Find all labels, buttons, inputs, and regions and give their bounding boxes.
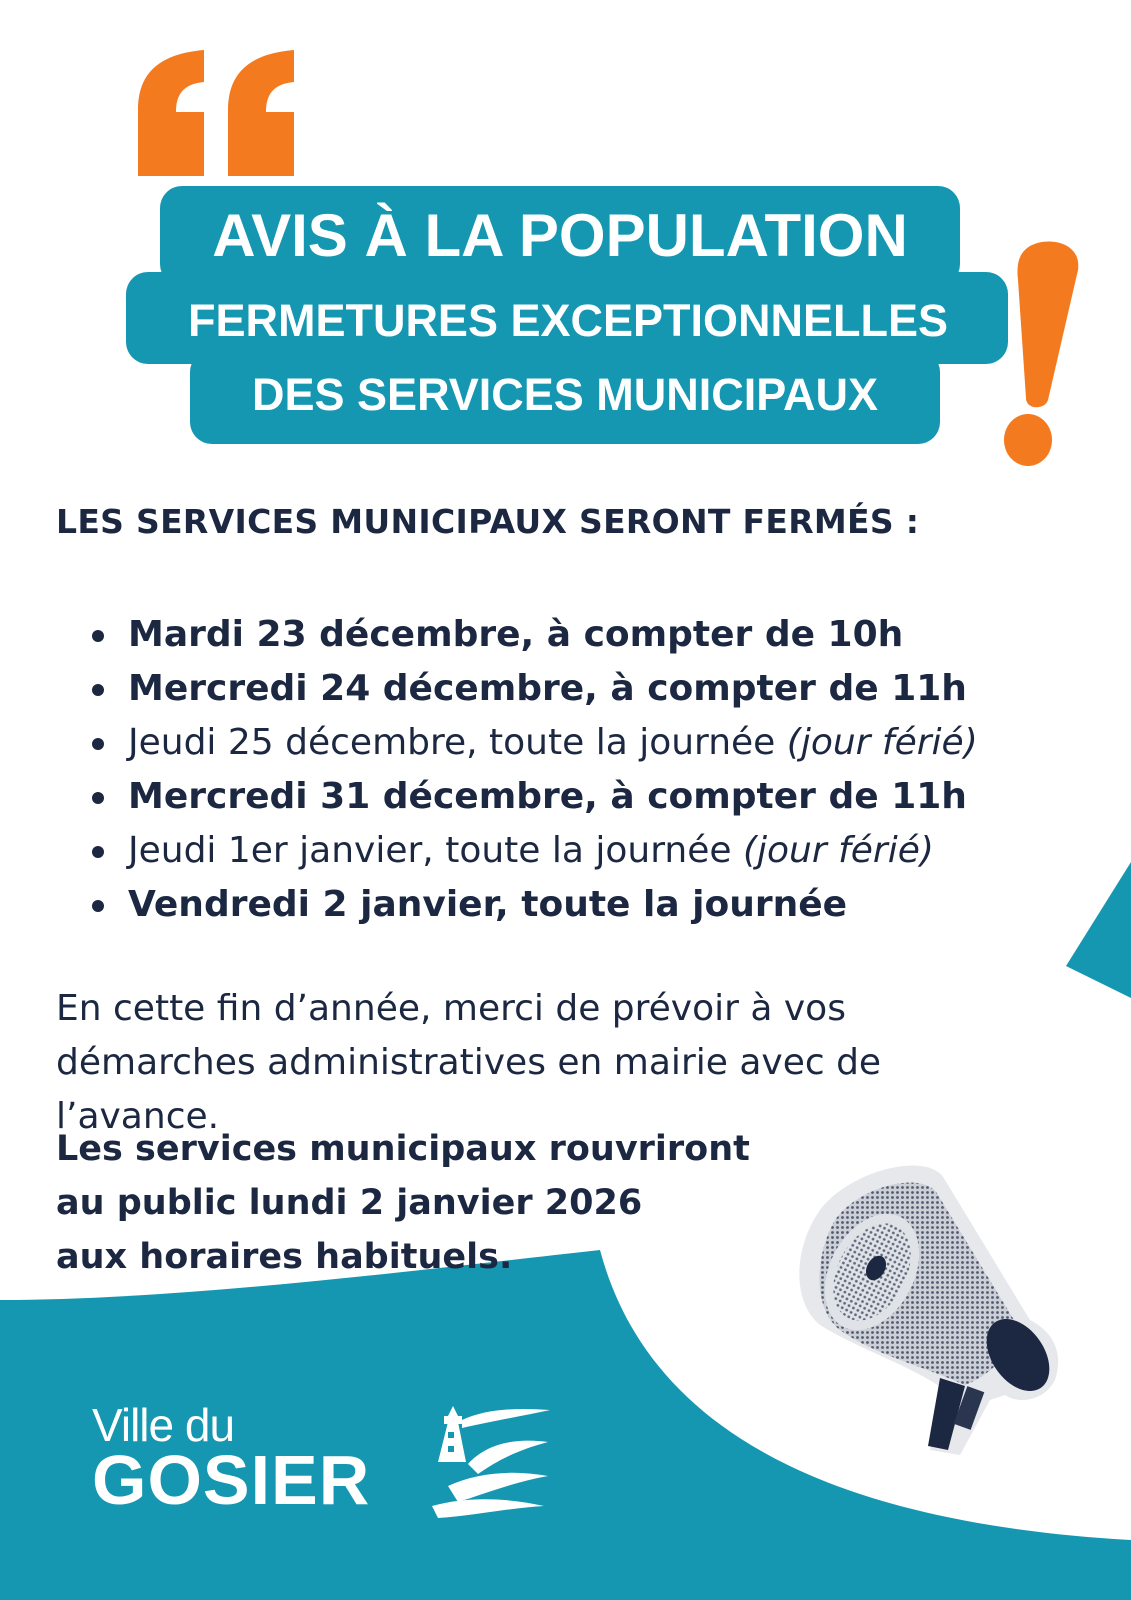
- lighthouse-logo-icon: [418, 1402, 552, 1522]
- right-teal-wedge: [1066, 862, 1131, 998]
- exclamation-icon: [990, 240, 1086, 470]
- advice-paragraph: [56, 982, 881, 1144]
- closure-text: Mardi 23 décembre, à compter de 10h: [128, 614, 904, 655]
- list-item: [90, 608, 978, 662]
- bullet-icon: [92, 630, 104, 642]
- list-item: [90, 770, 978, 824]
- reopening-line-1: Les services municipaux rouvriront: [56, 1129, 750, 1169]
- logo-text-ville-du: Ville du: [92, 1399, 235, 1451]
- page-title: AVIS À LA POPULATION: [212, 202, 908, 269]
- holiday-note: (jour férié): [786, 722, 978, 763]
- closure-text: Jeudi 1er janvier, toute la journée: [128, 830, 743, 871]
- advice-line-3: l’avance.: [56, 1096, 220, 1137]
- advice-line-1: En cette fin d’année, merci de prévoir à vos: [56, 988, 846, 1029]
- megaphone-icon: [780, 1150, 1080, 1470]
- bullet-icon: [92, 900, 104, 912]
- reopening-line-3: aux horaires habituels.: [56, 1237, 513, 1277]
- advice-line-2: démarches administratives en mairie avec de: [56, 1042, 882, 1083]
- closure-text: Mercredi 31 décembre, à compter de 11h: [128, 776, 967, 817]
- list-item: [90, 662, 978, 716]
- closure-text: Mercredi 24 décembre, à compter de 11h: [128, 668, 967, 709]
- reopening-line-2: au public lundi 2 janvier 2026: [56, 1183, 643, 1223]
- city-logo: [92, 1398, 552, 1528]
- bullet-icon: [92, 684, 104, 696]
- list-item: [90, 716, 978, 770]
- closure-intro: LES SERVICES MUNICIPAUX SERONT FERMÉS :: [56, 502, 920, 541]
- page-subtitle-line-1: FERMETURES EXCEPTIONNELLES: [187, 295, 949, 346]
- reopening-notice: [56, 1122, 750, 1284]
- closure-list: [90, 608, 978, 932]
- closure-text: Jeudi 25 décembre, toute la journée: [128, 722, 787, 763]
- title-banner: [0, 0, 1131, 460]
- list-item: [90, 824, 978, 878]
- bullet-icon: [92, 738, 104, 750]
- holiday-note: (jour férié): [742, 830, 934, 871]
- closure-text: Vendredi 2 janvier, toute la journée: [128, 884, 848, 925]
- bullet-icon: [92, 792, 104, 804]
- logo-text-gosier: GOSIER: [92, 1441, 371, 1519]
- bullet-icon: [92, 846, 104, 858]
- list-item: [90, 878, 978, 932]
- page-subtitle-line-2: DES SERVICES MUNICIPAUX: [252, 369, 878, 420]
